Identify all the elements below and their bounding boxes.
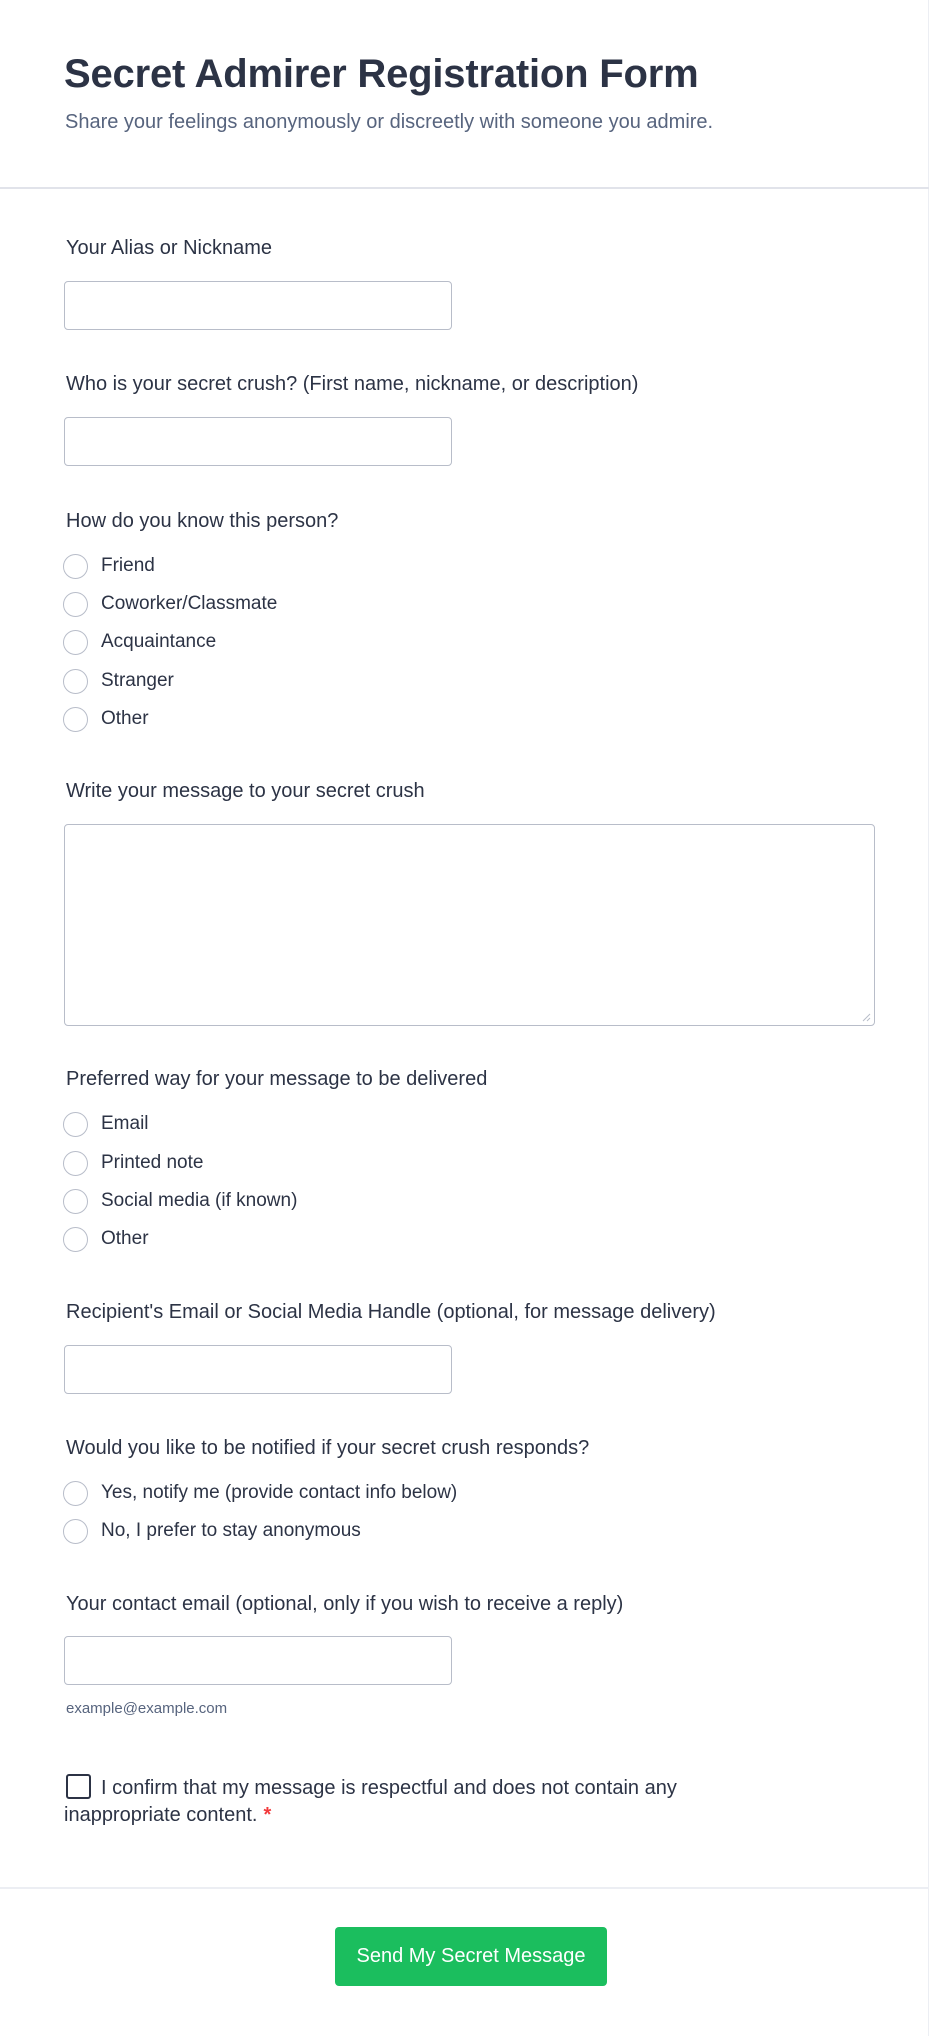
- notify-label: Would you like to be notified if your secret crush responds?: [66, 1437, 590, 1459]
- radio-label: Social media (if known): [101, 1190, 298, 1211]
- notify-option-no[interactable]: [63, 1518, 361, 1544]
- crush-input[interactable]: [64, 417, 452, 466]
- notify-option-yes[interactable]: [63, 1480, 457, 1506]
- delivery-option-social-media[interactable]: [63, 1188, 297, 1214]
- radio-label: Acquaintance: [101, 631, 217, 652]
- radio-label: Stranger: [101, 670, 174, 691]
- radio-button[interactable]: [63, 1151, 88, 1176]
- radio-button[interactable]: [63, 592, 88, 617]
- radio-button[interactable]: [63, 669, 88, 694]
- form-header: [0, 0, 929, 189]
- radio-label: Coworker/Classmate: [101, 593, 278, 614]
- relationship-option-friend[interactable]: [63, 553, 155, 579]
- radio-button[interactable]: [63, 554, 88, 579]
- relationship-option-coworker[interactable]: [63, 591, 277, 617]
- delivery-option-email[interactable]: [63, 1111, 149, 1137]
- page-subtitle: Share your feelings anonymously or discreetly with someone you admire.: [65, 111, 714, 133]
- contact-email-sublabel: example@example.com: [66, 1700, 228, 1717]
- radio-label: Yes, notify me (provide contact info below): [101, 1482, 458, 1503]
- recipient-contact-input[interactable]: [64, 1345, 452, 1394]
- recipient-contact-label: Recipient's Email or Social Media Handle (optional, for message delivery): [66, 1301, 716, 1323]
- alias-label: Your Alias or Nickname: [66, 237, 273, 259]
- relationship-option-acquaintance[interactable]: [63, 629, 216, 655]
- radio-button[interactable]: [63, 1227, 88, 1252]
- radio-button[interactable]: [63, 1189, 88, 1214]
- radio-label: Email: [101, 1113, 149, 1134]
- relationship-option-stranger[interactable]: [63, 668, 174, 694]
- delivery-option-printed-note[interactable]: [63, 1150, 203, 1176]
- required-mark: *: [263, 1804, 272, 1826]
- radio-label: Friend: [101, 555, 155, 576]
- radio-label: Printed note: [101, 1152, 204, 1173]
- confirm-field: [64, 1774, 764, 1829]
- crush-label: Who is your secret crush? (First name, nickname, or description): [66, 373, 639, 395]
- radio-label: Other: [101, 1228, 149, 1249]
- contact-email-input[interactable]: [64, 1636, 452, 1685]
- confirm-label[interactable]: I confirm that my message is respectful and does not contain any inappropriate content.: [64, 1777, 677, 1826]
- relationship-label: How do you know this person?: [66, 510, 339, 532]
- contact-email-label: Your contact email (optional, only if you wish to receive a reply): [66, 1593, 624, 1615]
- delivery-label: Preferred way for your message to be delivered: [66, 1068, 488, 1090]
- delivery-option-other[interactable]: [63, 1226, 149, 1252]
- radio-button[interactable]: [63, 1481, 88, 1506]
- relationship-option-other[interactable]: [63, 706, 149, 732]
- page-title: Secret Admirer Registration Form: [64, 52, 699, 96]
- radio-button[interactable]: [63, 707, 88, 732]
- resize-grip-icon[interactable]: [861, 1012, 871, 1022]
- submit-button[interactable]: Send My Secret Message: [335, 1927, 607, 1986]
- alias-input[interactable]: [64, 281, 452, 330]
- radio-button[interactable]: [63, 1112, 88, 1137]
- radio-label: Other: [101, 708, 149, 729]
- footer-divider: [0, 1887, 929, 1889]
- confirm-checkbox[interactable]: [66, 1774, 91, 1799]
- message-label: Write your message to your secret crush: [66, 780, 425, 802]
- radio-button[interactable]: [63, 1519, 88, 1544]
- radio-label: No, I prefer to stay anonymous: [101, 1520, 361, 1541]
- radio-button[interactable]: [63, 630, 88, 655]
- message-textarea[interactable]: [64, 824, 875, 1026]
